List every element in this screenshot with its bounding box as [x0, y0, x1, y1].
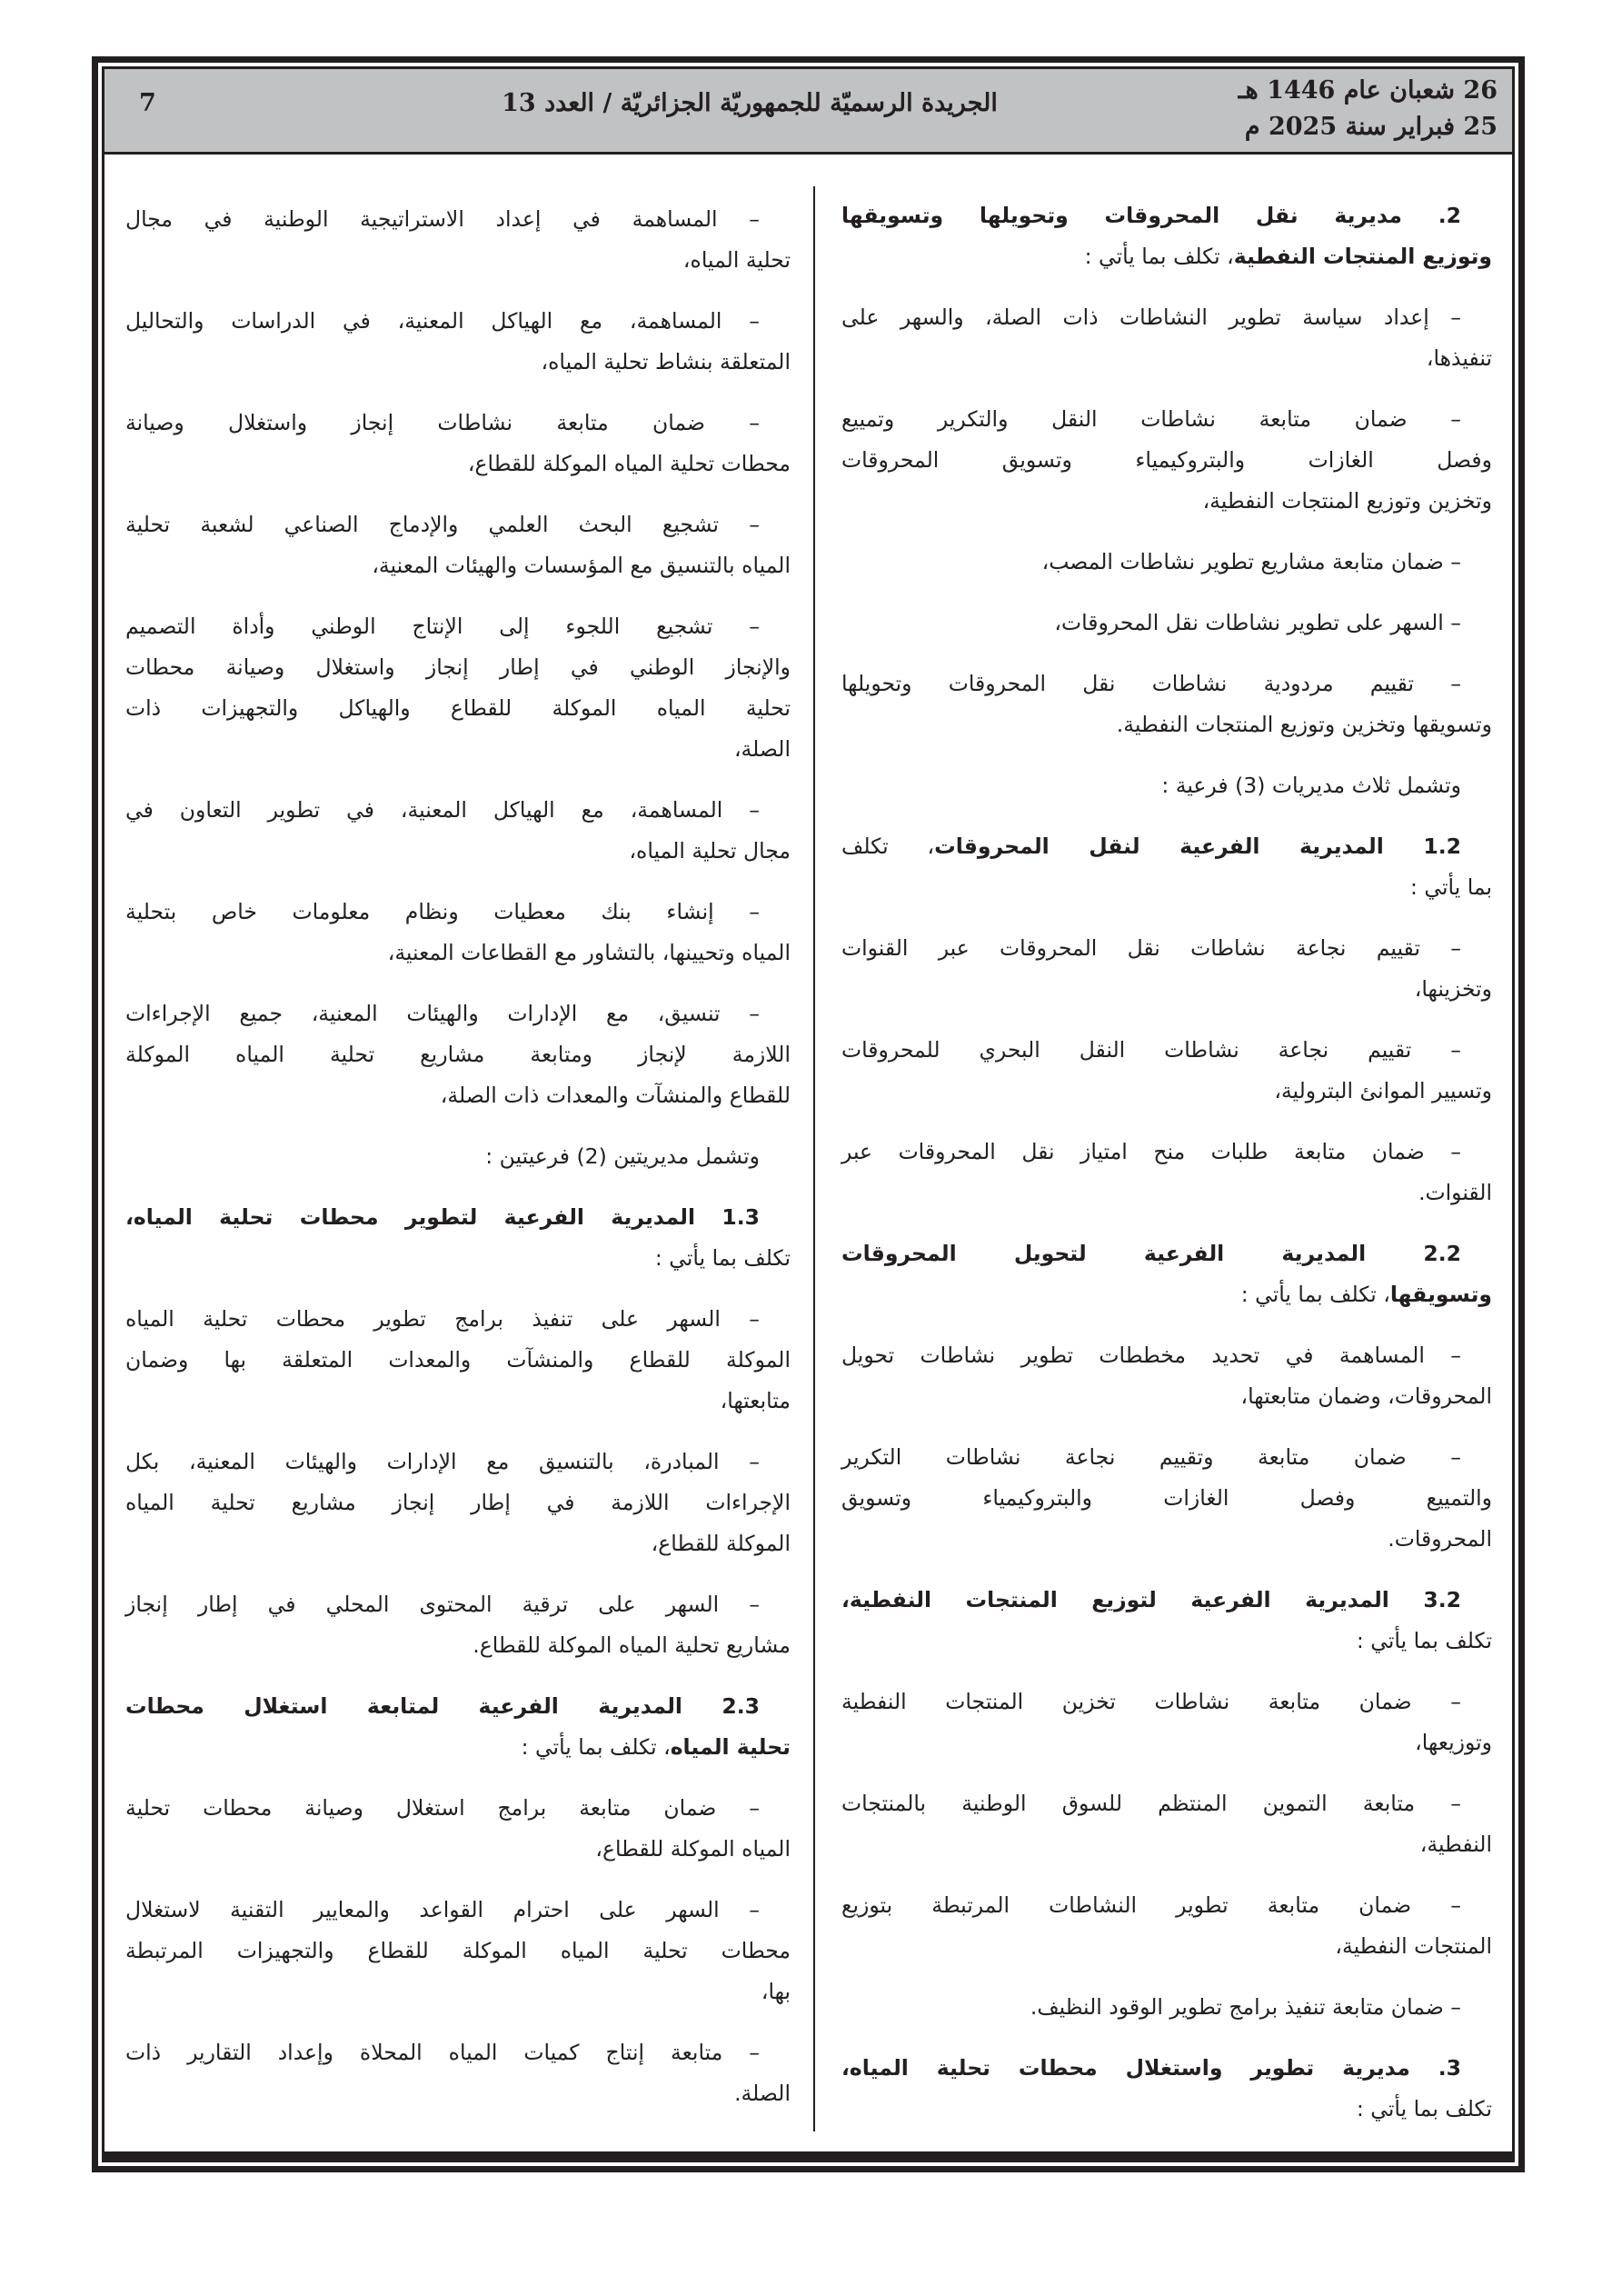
text-line: متابعتها، — [720, 1388, 791, 1413]
text-line: بها، — [761, 1979, 791, 2004]
paragraph — [125, 2032, 791, 2114]
heading-normal-text: ، تكلف بما يأتي : — [521, 1734, 671, 1760]
text-line: – السهر على احترام القواعد والمعايير التقنية لاستغلال — [125, 1897, 760, 1922]
text-line: وتسيير الموانئ البترولية، — [1274, 1078, 1492, 1103]
text-line: تكلف بما يأتي : — [1356, 2096, 1492, 2121]
paragraph — [125, 1136, 791, 1177]
page-header — [104, 69, 1512, 155]
text-line — [841, 236, 1492, 277]
text-line — [841, 195, 1492, 236]
text-line: والإنجاز الوطني في إطار إنجاز واستغلال وصيانة محطات — [125, 654, 791, 680]
text-line: المحروقات. — [1388, 1526, 1492, 1552]
text-line: – المساهمة في تحديد مخططات تطوير نشاطات تحويل — [841, 1343, 1461, 1368]
text-line — [125, 1686, 791, 1727]
paragraph — [841, 603, 1492, 644]
section-heading — [841, 1580, 1492, 1662]
section-heading — [125, 1686, 791, 1768]
paragraph — [125, 606, 791, 770]
text-line: – ضمان متابعة مشاريع تطوير نشاطات المصب، — [1041, 549, 1461, 574]
gazette-title: الجريدة الرسميّة للجمهوريّة الجزائريّة / العدد 13 — [502, 89, 998, 117]
text-line: وتسويقها وتخزين وتوزيع المنتجات النفطية. — [1116, 712, 1492, 737]
text-line: – ضمان متابعة نشاطات النقل والتكرير وتمييع — [841, 406, 1461, 432]
text-line: النفطية، — [1419, 1832, 1492, 1857]
text-line: محطات تحلية المياه الموكلة للقطاع والتجهيزات المرتبطة — [125, 1938, 791, 1963]
text-line: وتشمل ثلاث مديريات (3) فرعية : — [1161, 773, 1461, 798]
text-line: – تقييم نجاعة نشاطات نقل المحروقات عبر القنوات — [841, 935, 1461, 961]
text-line: المتعلقة بنشاط تحلية المياه، — [541, 349, 791, 374]
text-line — [841, 1580, 1492, 1621]
paragraph — [125, 1788, 791, 1870]
heading-normal-text: ، تكلف — [841, 834, 935, 859]
paragraph — [125, 993, 791, 1116]
text-line — [841, 1233, 1492, 1274]
text-line: – ضمان متابعة نشاطات تخزين المنتجات النفطية — [841, 1689, 1461, 1714]
text-line: – ضمان متابعة برامج استغلال وصيانة محطات تحلية — [125, 1795, 760, 1821]
paragraph — [125, 1890, 791, 2012]
heading-bold-text: وتسويقها — [1389, 1282, 1492, 1307]
text-line: – السهر على تطوير نشاطات نقل المحروقات، — [1054, 610, 1461, 635]
text-line: مشاريع تحلية المياه الموكلة للقطاع. — [473, 1632, 791, 1658]
text-line: تحلية المياه، — [682, 247, 791, 273]
text-line: – المساهمة، مع الهياكل المعنية، في تطوير التعاون في — [125, 797, 760, 823]
paragraph — [841, 542, 1492, 583]
text-line: – تقييم مردودية نشاطات نقل المحروقات وتحويلها — [841, 671, 1461, 696]
text-line — [841, 1274, 1492, 1315]
text-line — [841, 826, 1492, 867]
header-dates — [1239, 73, 1498, 145]
text-line: تنفيذها، — [1426, 345, 1492, 371]
paragraph — [125, 790, 791, 872]
text-line: المياه وتحيينها، بالتشاور مع القطاعات المعنية، — [387, 940, 791, 965]
paragraph — [125, 1442, 791, 1564]
paragraph — [125, 1584, 791, 1666]
heading-normal-text: ، تكلف بما يأتي : — [1240, 1282, 1390, 1307]
text-line: اللازمة لإنجاز ومتابعة مشاريع تحلية المياه الموكلة — [125, 1042, 791, 1067]
paragraph — [125, 504, 791, 586]
section-heading — [841, 1233, 1492, 1315]
text-line: – إعداد سياسة تطوير النشاطات ذات الصلة، والسهر على — [841, 304, 1461, 330]
text-line: المحروقات، وضمان متابعتها، — [1240, 1383, 1492, 1409]
text-line: وتخزين وتوزيع المنتجات النفطية، — [1202, 488, 1492, 514]
paragraph — [841, 1132, 1492, 1213]
text-line: القنوات. — [1418, 1180, 1492, 1205]
text-line: المياه الموكلة للقطاع، — [595, 1836, 791, 1862]
text-line: تحلية المياه الموكلة للقطاع والهياكل والتجهيزات ذات — [125, 695, 791, 721]
text-line: – ضمان متابعة تطوير النشاطات المرتبطة بتوزيع — [841, 1892, 1461, 1918]
paragraph — [125, 403, 791, 484]
section-heading — [841, 2048, 1492, 2130]
text-line: تكلف بما يأتي : — [654, 1245, 791, 1271]
paragraph — [841, 664, 1492, 745]
heading-bold-text: 1.3 المديرية الفرعية لتطوير محطات تحلية المياه، — [125, 1204, 760, 1230]
paragraph — [841, 1885, 1492, 1967]
text-line: وتوزيعها، — [1415, 1730, 1492, 1755]
text-line: والتمييع وفصل الغازات والبتروكيمياء وتسويق — [841, 1485, 1492, 1511]
hijri-date: 26 شعبان عام 1446 هـ — [1238, 76, 1498, 105]
section-heading — [841, 826, 1492, 908]
heading-bold-text: وتوزيع المنتجات النفطية — [1233, 244, 1492, 269]
heading-bold-text: 2.3 المديرية الفرعية لمتابعة استغلال محطات — [125, 1693, 760, 1719]
page-number: 7 — [139, 89, 156, 117]
text-line: وتشمل مديريتين (2) فرعيتين : — [485, 1143, 760, 1169]
section-heading — [841, 195, 1492, 277]
text-line: – المساهمة في إعداد الاستراتيجية الوطنية في مجال — [125, 206, 760, 232]
text-line: بما يأتي : — [1410, 874, 1492, 900]
text-line: – تنسيق، مع الإدارات والهيئات المعنية، جميع الإجراءات — [125, 1001, 760, 1026]
column-divider — [813, 186, 815, 2131]
text-line: الصلة، — [733, 736, 791, 762]
text-line: الصلة. — [734, 2081, 791, 2106]
paragraph — [841, 297, 1492, 379]
heading-bold-text: 3. مديرية تطوير واستغلال محطات تحلية المياه، — [841, 2055, 1461, 2081]
paragraph — [125, 892, 791, 973]
text-line: – المبادرة، بالتنسيق مع الإدارات والهيئات المعنية، بكل — [125, 1449, 760, 1474]
text-line: الإجراءات اللازمة في إطار إنجاز مشاريع تحلية المياه — [125, 1490, 791, 1515]
paragraph — [841, 1030, 1492, 1112]
heading-bold-text: 3.2 المديرية الفرعية لتوزيع المنتجات النفطية، — [841, 1587, 1461, 1612]
text-line: – المساهمة، مع الهياكل المعنية، في الدراسات والتحاليل — [125, 308, 760, 334]
heading-bold-text: 2. مديرية نقل المحروقات وتحويلها وتسويقها — [841, 203, 1461, 228]
text-line: – ضمان متابعة وتقييم نجاعة نشاطات التكرير — [841, 1444, 1461, 1470]
heading-bold-text: تحلية المياه — [670, 1734, 791, 1760]
heading-bold-text: 2.2 المديرية الفرعية لتحويل المحروقات — [841, 1241, 1461, 1266]
paragraph — [841, 399, 1492, 522]
text-line: – ضمان متابعة طلبات منح امتياز نقل المحروقات عبر — [841, 1139, 1461, 1164]
paragraph — [841, 1682, 1492, 1763]
paragraph — [841, 1783, 1492, 1865]
text-line: – متابعة إنتاج كميات المياه المحلاة وإعداد التقارير ذات — [125, 2040, 760, 2065]
paragraph — [841, 1335, 1492, 1417]
heading-normal-text: ، تكلف بما يأتي : — [1084, 244, 1234, 269]
text-line: الموكلة للقطاع، — [651, 1531, 791, 1556]
paragraph — [125, 199, 791, 281]
right-column — [841, 195, 1492, 2150]
text-line: للقطاع والمنشآت والمعدات ذات الصلة، — [440, 1083, 791, 1108]
text-line: – تقييم نجاعة نشاطات النقل البحري للمحروقات — [841, 1037, 1461, 1063]
gregorian-date: 25 فبراير سنة 2025 م — [1244, 113, 1498, 141]
text-line: – ضمان متابعة تنفيذ برامج تطوير الوقود النظيف. — [1030, 1994, 1461, 2020]
text-line: وفصل الغازات والبتروكيمياء وتسويق المحروقات — [841, 447, 1492, 473]
text-line: – إنشاء بنك معطيات ونظام معلومات خاص بتحلية — [125, 899, 760, 924]
text-line — [841, 2048, 1492, 2089]
paragraph — [125, 301, 791, 383]
text-line: – السهر على ترقية المحتوى المحلي في إطار إنجاز — [125, 1592, 760, 1617]
text-line — [125, 1197, 791, 1238]
text-line: – تشجيع اللجوء إلى الإنتاج الوطني وأداة التصميم — [125, 614, 760, 639]
heading-bold-text: 1.2 المديرية الفرعية لنقل المحروقات — [934, 834, 1461, 859]
text-line: وتخزينها، — [1414, 976, 1492, 1002]
text-line: – السهر على تنفيذ برامج تطوير محطات تحلية المياه — [125, 1306, 760, 1332]
text-line: المياه بالتنسيق مع المؤسسات والهيئات المعنية، — [372, 553, 791, 578]
text-line: محطات تحلية المياه الموكلة للقطاع، — [467, 451, 791, 476]
text-line: مجال تحلية المياه، — [629, 838, 791, 863]
text-line: – متابعة التموين المنتظم للسوق الوطنية بالمنتجات — [841, 1791, 1461, 1816]
left-column — [125, 199, 791, 2134]
text-line: تكلف بما يأتي : — [1356, 1628, 1492, 1653]
text-line: الموكلة للقطاع والمنشآت والمعدات المتعلقة بها وضمان — [125, 1347, 791, 1373]
text-line: المنتجات النفطية، — [1335, 1933, 1492, 1959]
text-line: – ضمان متابعة نشاطات إنجاز واستغلال وصيانة — [125, 410, 760, 435]
paragraph — [841, 1437, 1492, 1560]
text-line: – تشجيع البحث العلمي والإدماج الصناعي لشعبة تحلية — [125, 512, 760, 537]
text-line — [125, 1727, 791, 1768]
paragraph — [841, 1987, 1492, 2028]
paragraph — [125, 1299, 791, 1422]
section-heading — [125, 1197, 791, 1279]
paragraph — [841, 765, 1492, 806]
paragraph — [841, 928, 1492, 1010]
